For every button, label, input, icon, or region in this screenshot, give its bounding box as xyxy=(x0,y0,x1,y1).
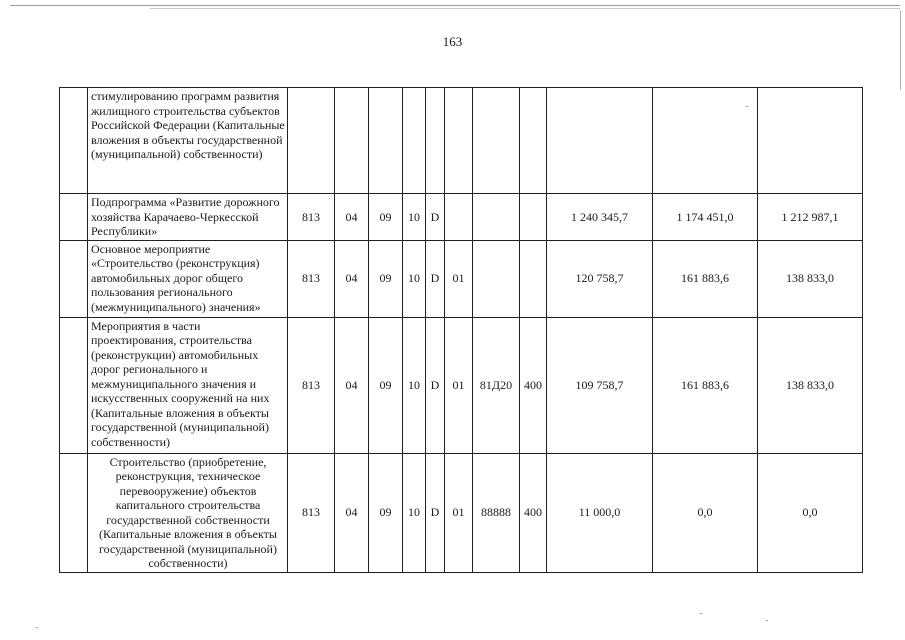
ministry-code-cell: 813 xyxy=(288,194,335,241)
scan-speck xyxy=(766,620,768,621)
event-code-cell: 01 xyxy=(445,240,473,317)
scan-edge-line xyxy=(150,8,900,9)
direction-code-cell xyxy=(473,240,520,317)
subsection-code-cell xyxy=(369,88,403,194)
scan-edge-line xyxy=(10,5,900,6)
section-code-cell xyxy=(335,88,369,194)
section-code-cell: 04 xyxy=(335,317,369,453)
expense-name-cell: Строительство (приобретение, реконструкция, техническое перевооружение) объектов капитального строительства государственной собственности (Капитальные вложения в объекты государственной (муниципальной) собственности) xyxy=(88,453,288,572)
subsection-code-cell: 09 xyxy=(369,240,403,317)
sum-year-1-cell: 1 240 345,7 xyxy=(547,194,653,241)
direction-code-cell: 81Д20 xyxy=(473,317,520,453)
ministry-code-cell: 813 xyxy=(288,453,335,572)
section-code-cell: 04 xyxy=(335,453,369,572)
subsection-code-cell: 09 xyxy=(369,194,403,241)
sum-year-2-cell: 0,0 xyxy=(653,453,758,572)
sum-year-2-cell: 161 883,6 xyxy=(653,317,758,453)
subprogram-code-cell: D xyxy=(426,453,445,572)
section-code-cell: 04 xyxy=(335,194,369,241)
program-code-cell: 10 xyxy=(403,194,426,241)
expense-type-cell xyxy=(520,240,547,317)
expense-name-cell: Основное мероприятие «Строительство (реконструкция) автомобильных дорог общего пользования регионального (межмуниципального) значения» xyxy=(88,240,288,317)
sum-year-2-cell: 1 174 451,0 xyxy=(653,194,758,241)
expense-type-cell xyxy=(520,194,547,241)
event-code-cell: 01 xyxy=(445,453,473,572)
ministry-code-cell xyxy=(288,88,335,194)
event-code-cell xyxy=(445,194,473,241)
ministry-code-cell: 813 xyxy=(288,240,335,317)
direction-code-cell xyxy=(473,194,520,241)
sum-year-3-cell: 0,0 xyxy=(758,453,863,572)
page-number: 163 xyxy=(442,34,463,49)
scan-speck xyxy=(746,106,748,107)
sum-year-2-cell xyxy=(653,88,758,194)
event-code-cell: 01 xyxy=(445,317,473,453)
table-row xyxy=(60,240,863,317)
table-row xyxy=(60,317,863,453)
direction-code-cell xyxy=(473,88,520,194)
table-row xyxy=(60,88,863,194)
subprogram-code-cell: D xyxy=(426,317,445,453)
subprogram-code-cell: D xyxy=(426,194,445,241)
sum-year-3-cell xyxy=(758,88,863,194)
expense-name-cell: Мероприятия в части проектирования, строительства (реконструкции) автомобильных дорог регионального и межмуниципального значения и искусственных сооружений на них (Капитальные вложения в объекты государственной (муниципальной) собственности) xyxy=(88,317,288,453)
expense-name-cell: стимулированию программ развития жилищного строительства субъектов Российской Федерации (Капитальные вложения в объекты государственной (муниципальной) собственности) xyxy=(88,88,288,194)
expense-type-cell xyxy=(520,88,547,194)
row-marker-cell xyxy=(60,240,88,317)
row-marker-cell xyxy=(60,88,88,194)
direction-code-cell: 88888 xyxy=(473,453,520,572)
table-row xyxy=(60,453,863,572)
sum-year-1-cell: 120 758,7 xyxy=(547,240,653,317)
expense-type-cell: 400 xyxy=(520,453,547,572)
subprogram-code-cell: D xyxy=(426,240,445,317)
table-row xyxy=(60,194,863,241)
scan-edge-line xyxy=(900,10,901,90)
section-code-cell: 04 xyxy=(335,240,369,317)
row-marker-cell xyxy=(60,194,88,241)
sum-year-1-cell: 11 000,0 xyxy=(547,453,653,572)
event-code-cell xyxy=(445,88,473,194)
program-code-cell: 10 xyxy=(403,317,426,453)
subsection-code-cell: 09 xyxy=(369,317,403,453)
sum-year-3-cell: 138 833,0 xyxy=(758,317,863,453)
program-code-cell: 10 xyxy=(403,453,426,572)
expense-name-cell: Подпрограмма «Развитие дорожного хозяйства Карачаево-Черкесской Республики» xyxy=(88,194,288,241)
sum-year-2-cell: 161 883,6 xyxy=(653,240,758,317)
ministry-code-cell: 813 xyxy=(288,317,335,453)
sum-year-1-cell xyxy=(547,88,653,194)
subsection-code-cell: 09 xyxy=(369,453,403,572)
row-marker-cell xyxy=(60,317,88,453)
scan-speck xyxy=(700,613,702,614)
row-marker-cell xyxy=(60,453,88,572)
program-code-cell: 10 xyxy=(403,240,426,317)
sum-year-1-cell: 109 758,7 xyxy=(547,317,653,453)
program-code-cell xyxy=(403,88,426,194)
expense-type-cell: 400 xyxy=(520,317,547,453)
subprogram-code-cell xyxy=(426,88,445,194)
budget-table xyxy=(59,87,863,573)
sum-year-3-cell: 1 212 987,1 xyxy=(758,194,863,241)
scan-speck xyxy=(36,627,38,628)
sum-year-3-cell: 138 833,0 xyxy=(758,240,863,317)
